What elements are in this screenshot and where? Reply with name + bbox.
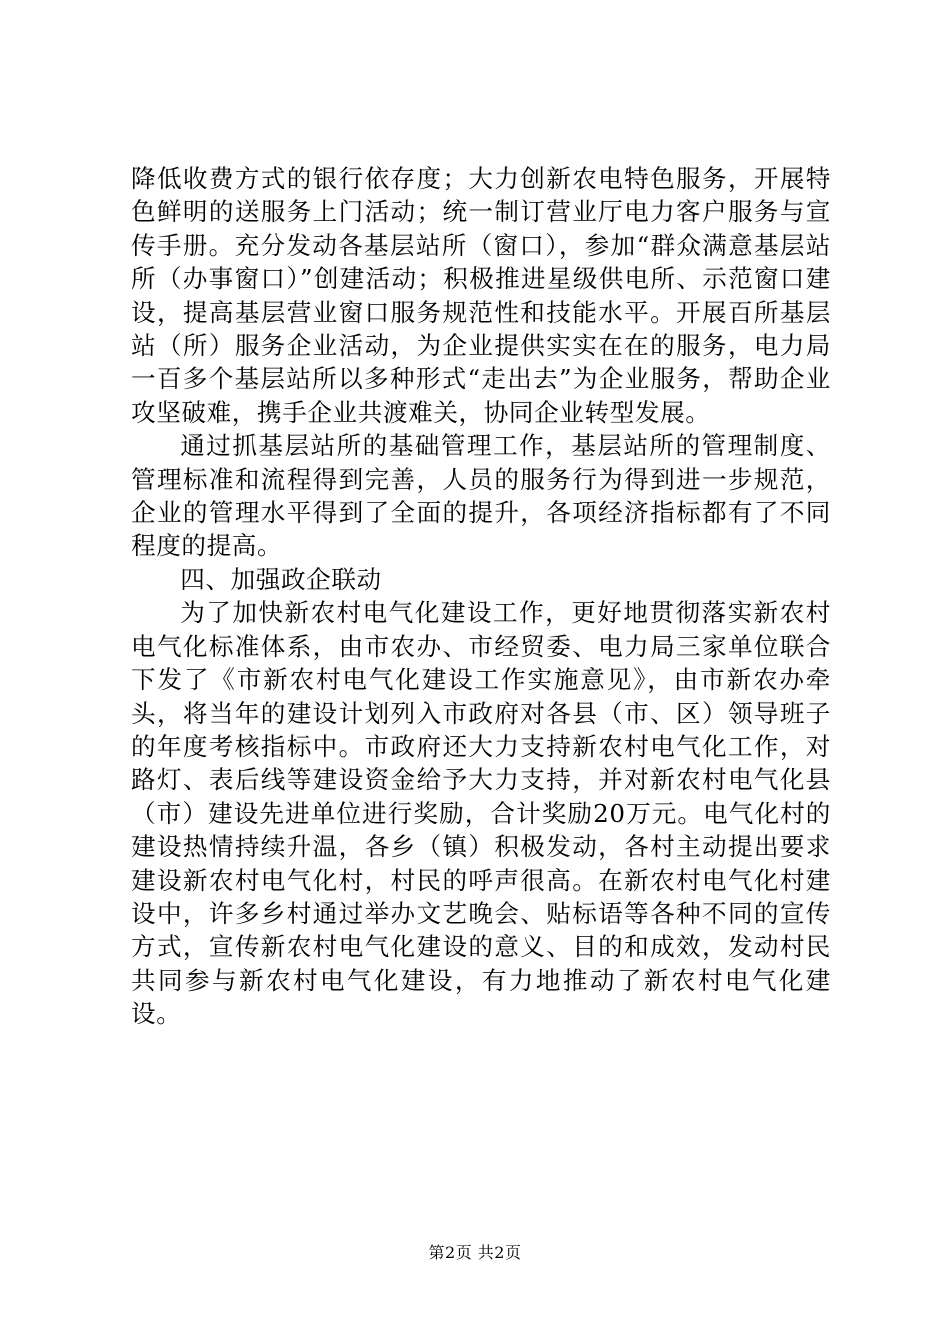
section-heading: 四、加强政企联动 — [180, 564, 382, 594]
document-body — [131, 162, 831, 1031]
paragraph-continuation: 降低收费方式的银行依存度；大力创新农电特色服务，开展特色鲜明的送服务上门活动；统一制订营业厅电力客户服务与宣传手册。充分发动各基层站所（窗口），参加“群众满意基层站所（办事窗口）”创建活动；积极推进星级供电所、示范窗口建设，提高基层营业窗口服务规范性和技能水平。开展百所基层站（所）服务企业活动，为企业提供实实在在的服务，电力局一百多个基层站所以多种形式“走出去”为企业服务，帮助企业攻坚破难，携手企业共渡难关，协同企业转型发展。 — [131, 164, 831, 427]
paragraph-management-results: 通过抓基层站所的基础管理工作，基层站所的管理制度、管理标准和流程得到完善，人员的服务行为得到进一步规范，企业的管理水平得到了全面的提升，各项经济指标都有了不同程度的提高。 — [131, 431, 831, 561]
paragraph-electrification: 为了加快新农村电气化建设工作，更好地贯彻落实新农村电气化标准体系，由市农办、市经贸委、电力局三家单位联合下发了《市新农村电气化建设工作实施意见》，由市新农办牵头，将当年的建设计划列入市政府对各县（市、区）领导班子的年度考核指标中。市政府还大力支持新农村电气化工作，对路灯、表后线等建设资金给予大力支持，并对新农村电气化县（市）建设先进单位进行奖励，合计奖励20万元。电气化村的建设热情持续升温，各乡（镇）积极发动，各村主动提出要求建设新农村电气化村，村民的呼声很高。在新农村电气化村建设中，许多乡村通过举办文艺晚会、贴标语等各种不同的宣传方式，宣传新农村电气化建设的意义、目的和成效，发动村民共同参与新农村电气化建设，有力地推动了新农村电气化建设。 — [131, 598, 831, 1029]
page-footer: 第2页 共2页 — [428, 1243, 522, 1262]
